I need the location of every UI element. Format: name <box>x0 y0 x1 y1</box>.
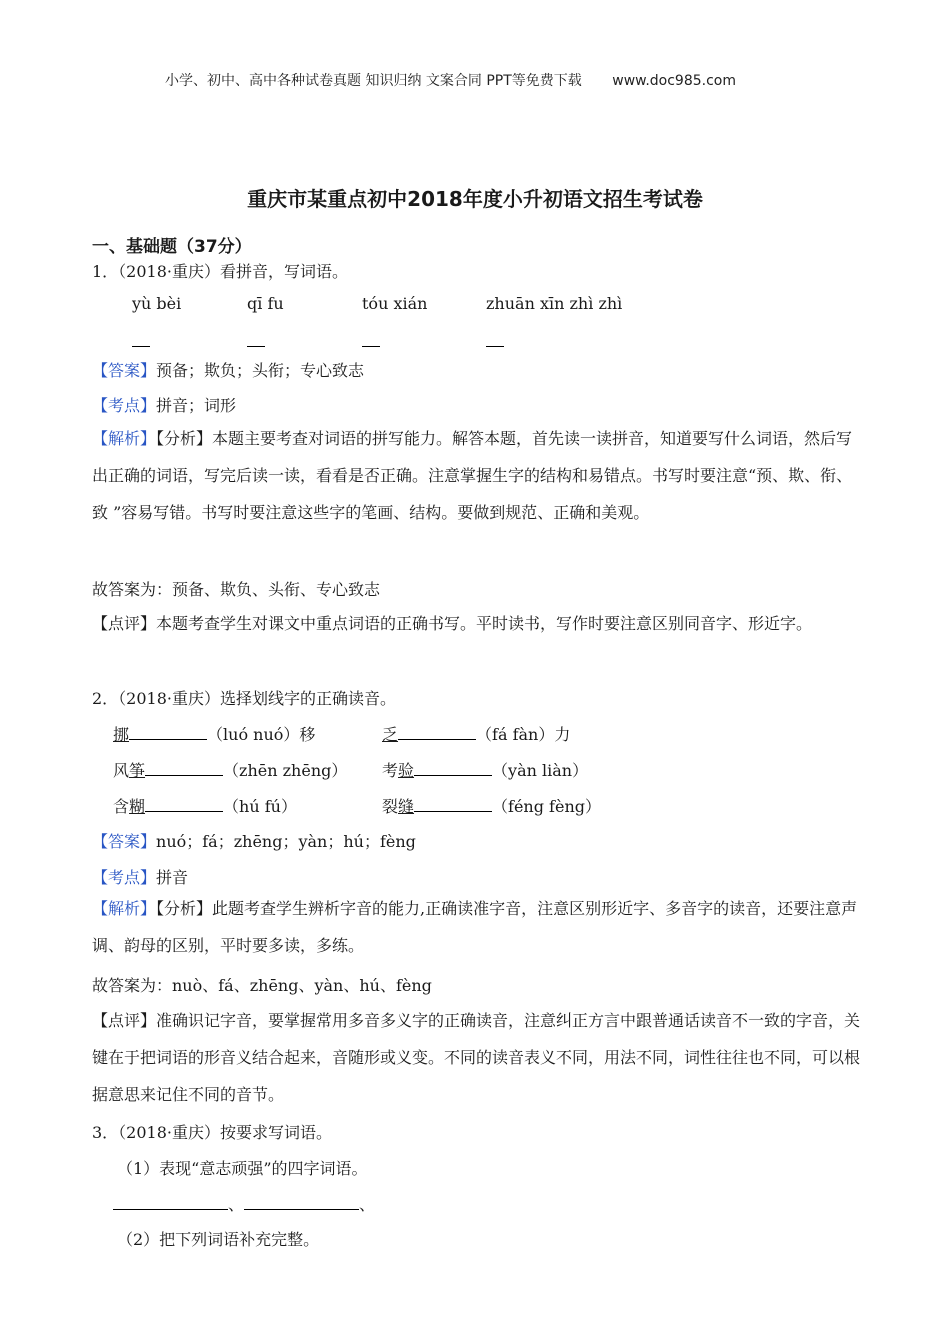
q2-answer-text: nuó；fá；zhēng；yàn；hú；fèng <box>156 832 416 851</box>
q2-point-text: 拼音 <box>156 868 189 887</box>
q1-point <box>92 393 236 416</box>
underlined-char: 缝 <box>398 797 415 816</box>
page-title: 重庆市某重点初中2018年度小升初语文招生考试卷 <box>247 187 703 211</box>
point-tag: 【考点】 <box>92 396 157 415</box>
fill-blank[interactable] <box>414 797 492 812</box>
pinyin-4: zhuān xīn zhì zhì <box>486 294 623 313</box>
q1-analysis-text: 【分析】本题主要考查对词语的拼写能力。解答本题，首先读一读拼音，知道要写什么词语，然后写出正确的词语，写完后读一读，看看是否正确。注意掌握生字的结构和易错点。书写时要注意“预、欺、衔、致 ”容易写错。书写时要注意这些字的笔画、结构。要做到规范、正确和美观。 <box>92 429 853 522</box>
fill-blank[interactable] <box>414 761 492 776</box>
fill-blank[interactable] <box>145 761 223 776</box>
q3-sub2: （2）把下列词语补充完整。 <box>117 1230 320 1249</box>
q2-item-6: 裂缝 （féng fèng） <box>382 797 601 816</box>
fill-blank[interactable] <box>244 1195 359 1210</box>
answer-blank-1[interactable] <box>132 332 150 351</box>
answer-tag: 【答案】 <box>92 361 157 380</box>
q2-analysis-text: 【分析】此题考查学生辨析字音的能力,正确读准字音，注意区别形近字、多音字的读音，还要注意声调、韵母的区别，平时要多读，多练。 <box>92 899 858 955</box>
underlined-char: 验 <box>398 761 415 780</box>
fill-blank[interactable] <box>113 1195 228 1210</box>
q2-item-5: 含糊 （hú fú） <box>113 797 297 816</box>
pinyin-2: qī fu <box>247 294 284 313</box>
q2-answer: 【答案】nuó；fá；zhēng；yàn；hú；fèng <box>92 832 416 851</box>
question-1-stem: 1．（2018·重庆）看拼音，写词语。 <box>92 262 348 281</box>
section-heading: 一、基础题（37分） <box>92 237 252 257</box>
q3-blanks: 、 、 <box>113 1192 375 1215</box>
q3-sub1: （1）表现“意志顽强”的四字词语。 <box>117 1159 368 1178</box>
fill-blank[interactable] <box>145 797 223 812</box>
header-url: www.doc985.com <box>612 73 736 89</box>
q2-item-3: 风筝 （zhēn zhēng） <box>113 761 348 780</box>
pinyin-3: tóu xián <box>362 294 428 313</box>
answer-blank-2[interactable] <box>247 332 265 351</box>
page-header <box>165 70 736 90</box>
q2-item-1: 挪 （luó nuó）移 <box>113 725 316 744</box>
pinyin-1: yù bèi <box>132 294 182 313</box>
q2-conclusion: 故答案为：nuò、fá、zhēng、yàn、hú、fèng <box>92 976 432 995</box>
q2-analysis: 【解析】【分析】此题考查学生辨析字音的能力,正确读准字音，注意区别形近字、多音字的读音，还要注意声调、韵母的区别，平时要多读，多练。 <box>92 899 858 955</box>
q1-conclusion: 故答案为：预备、欺负、头衔、专心致志 <box>92 580 381 599</box>
answer-blank-3[interactable] <box>362 332 380 351</box>
underlined-char: 糊 <box>129 797 146 816</box>
question-3-stem: 3．（2018·重庆）按要求写词语。 <box>92 1123 332 1142</box>
question-2-stem: 2．（2018·重庆）选择划线字的正确读音。 <box>92 689 396 708</box>
q2-item-4: 考验 （yàn liàn） <box>382 761 589 780</box>
q2-item-2: 乏 （fá fàn）力 <box>382 725 571 744</box>
q1-comment: 【点评】本题考查学生对课文中重点词语的正确书写。平时读书，写作时要注意区别同音字、形近字。 <box>92 614 813 633</box>
q1-analysis <box>92 420 862 531</box>
q1-answer-text: 预备；欺负；头衔；专心致志 <box>156 361 365 380</box>
q2-comment: 【点评】准确识记字音，要掌握常用多音多义字的正确读音，注意纠正方言中跟普通话读音不一致的字音，关键在于把词语的形音义结合起来，音随形或义变。不同的读音表义不同，用法不同，词性往往也不同，可以根据意思来记住不同的音节。 <box>92 1011 861 1104</box>
q1-answer <box>92 358 364 381</box>
header-text: 小学、初中、高中各种试卷真题 知识归纳 文案合同 PPT等免费下载 <box>165 73 582 89</box>
fill-blank[interactable] <box>129 725 207 740</box>
analysis-tag: 【解析】 <box>92 429 157 448</box>
fill-blank[interactable] <box>398 725 476 740</box>
underlined-char: 挪 <box>113 725 130 744</box>
underlined-char: 乏 <box>382 725 399 744</box>
q2-point: 【考点】拼音 <box>92 868 189 887</box>
underlined-char: 筝 <box>129 761 146 780</box>
answer-blank-4[interactable] <box>486 332 504 351</box>
q1-point-text: 拼音；词形 <box>156 396 237 415</box>
